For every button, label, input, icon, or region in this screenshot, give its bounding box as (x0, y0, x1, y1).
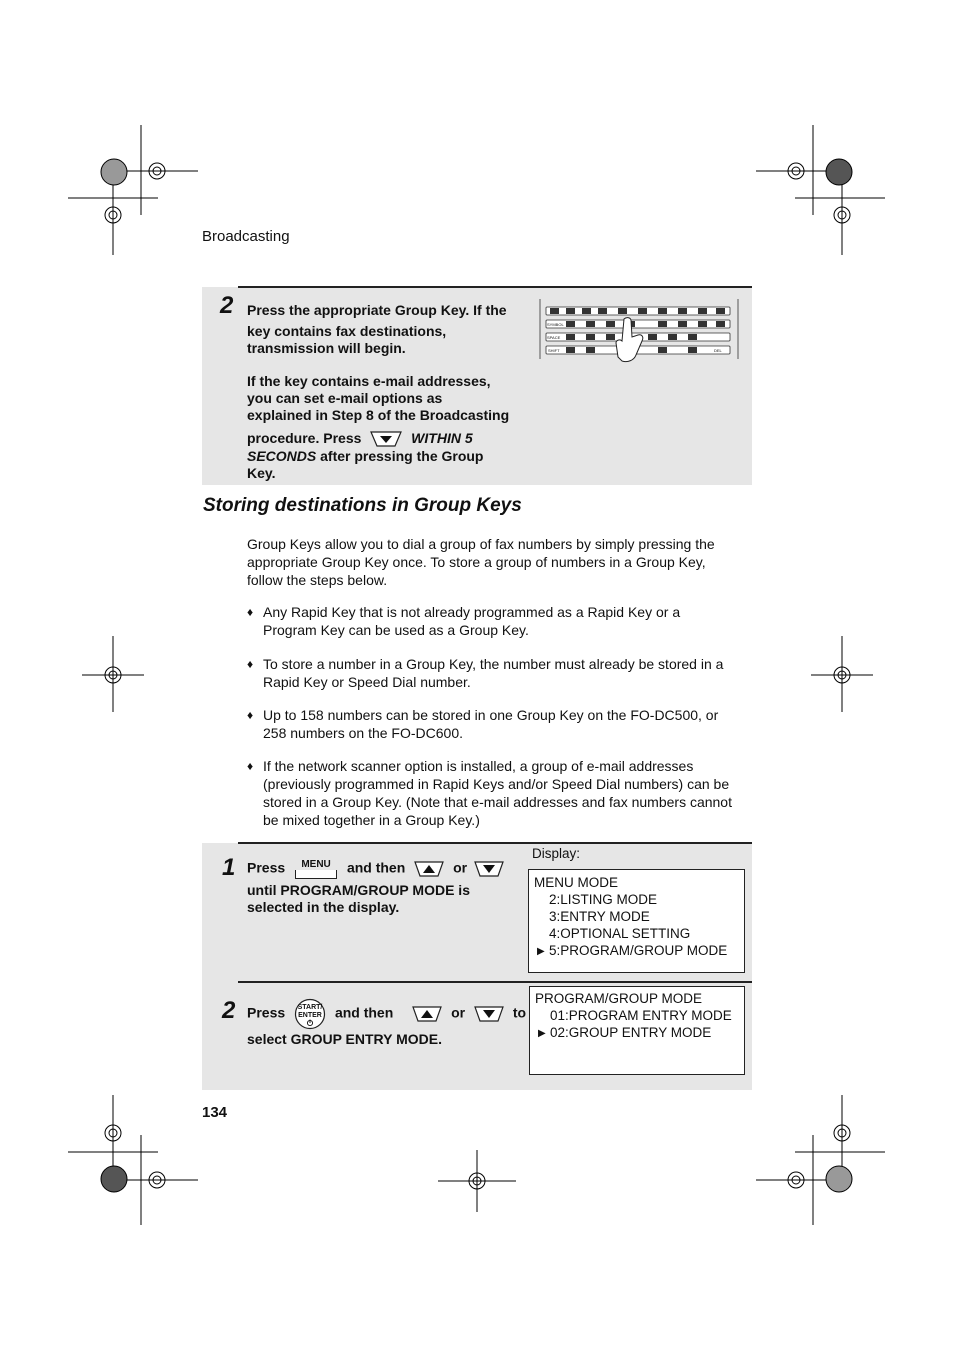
step1-lcd-display (528, 869, 745, 973)
lcd-line-group-entry-mode (535, 1024, 739, 1041)
step2-or-text: or (451, 1004, 466, 1021)
cursor-arrow-icon: ▶ (537, 946, 545, 957)
bullet2-line1: To store a number in a Group Key, the number must already be stored in a (263, 656, 724, 672)
up-arrow-key-icon (411, 1005, 443, 1023)
bullet4-line3: stored in a Group Key. (Note that e-mail addresses and fax numbers cannot (263, 794, 732, 810)
diamond-bullet-icon: ♦ (247, 605, 254, 619)
para1-line2: key contains fax destinations, (247, 323, 447, 339)
bullet3-line2: 258 numbers on the FO-DC600. (263, 725, 463, 741)
down-arrow-key-icon (369, 430, 403, 448)
bullet1-line2: Program Key can be used as a Group Key. (263, 622, 529, 638)
step2-line1 (247, 998, 526, 1030)
within-text: WITHIN 5 (411, 430, 473, 446)
step1-and-then-text: and then (346, 859, 406, 876)
top-step-para1 (247, 302, 537, 357)
intro-line2: appropriate Group Key once. To store a group of numbers in a Group Key, (247, 554, 706, 570)
bullet1-line1: Any Rapid Key that is not already programmed as a Rapid Key or a (263, 604, 681, 620)
step1-line3: selected in the display. (247, 899, 400, 915)
menu-key-label: MENU (301, 859, 331, 870)
bullet4-line4: be mixed together in a Group Key.) (263, 812, 480, 828)
up-arrow-key-icon (413, 860, 445, 878)
display-label: Display: (532, 846, 581, 861)
lcd-line-program-entry-mode: 01:PROGRAM ENTRY MODE (550, 1008, 732, 1023)
lcd-line-listing-mode: 2:LISTING MODE (549, 892, 658, 907)
page-number: 134 (202, 1104, 228, 1121)
diamond-bullet-icon: ♦ (247, 708, 254, 722)
top-step-number: 2 (220, 292, 234, 319)
step1-rule (238, 842, 752, 844)
top-step-rule (238, 286, 752, 288)
diamond-bullet-icon: ♦ (247, 657, 254, 671)
step2-press-text: Press (247, 1004, 286, 1021)
rapid-keys-keyboard-illustration (538, 297, 742, 365)
kbd-label-del: DEL (714, 348, 722, 353)
section-title: Storing destinations in Group Keys (203, 495, 522, 516)
bullet4-line1: If the network scanner option is installed, a group of e-mail addresses (263, 758, 694, 774)
menu-key-icon (295, 858, 337, 880)
step2-number: 2 (222, 997, 236, 1024)
step1-line2: until PROGRAM/GROUP MODE is (247, 882, 470, 898)
lcd-line-program-group-mode (534, 942, 739, 959)
lcd-line-entry-mode: 3:ENTRY MODE (549, 909, 650, 924)
para2-line4 (247, 430, 537, 448)
intro-paragraph (247, 535, 747, 589)
down-arrow-key-icon (473, 1005, 505, 1023)
start-key-label-1: START/ (297, 1004, 323, 1011)
lcd-line-program-group-text: 5:PROGRAM/GROUP MODE (549, 943, 728, 958)
bullet4-line2: (previously programmed in Rapid Keys and/or Speed Dial numbers) can be (263, 776, 730, 792)
top-step-para2 (247, 373, 537, 482)
kbd-label-shift: SHIFT (548, 348, 560, 353)
kbd-label-symbol: SYMBOL (547, 322, 564, 327)
lcd-line-group-entry-text: 02:GROUP ENTRY MODE (550, 1025, 712, 1040)
bullet2-line2: Rapid Key or Speed Dial number. (263, 674, 471, 690)
down-arrow-key-icon (473, 860, 505, 878)
para2-line5 (247, 448, 537, 465)
intro-line3: follow the steps below. (247, 572, 388, 588)
start-enter-key-icon (292, 998, 328, 1030)
step2-line2: select GROUP ENTRY MODE. (247, 1031, 443, 1047)
para1-line3: transmission will begin. (247, 340, 406, 356)
bullet-item-2 (247, 655, 748, 691)
lcd-line-optional-setting: 4:OPTIONAL SETTING (549, 926, 691, 941)
start-key-label-2: ENTER (298, 1012, 322, 1019)
step1-line1 (247, 858, 507, 880)
para2-line3: explained in Step 8 of the Broadcasting (247, 407, 510, 423)
kbd-label-space: SPACE (547, 335, 561, 340)
step2-and-then-text: and then (334, 1004, 394, 1021)
press-text: procedure. Press (247, 430, 362, 446)
bullet-item-4 (247, 757, 753, 829)
para2-line1: If the key contains e-mail addresses, (247, 373, 491, 389)
step1-press-text: Press (247, 859, 286, 876)
seconds-text: SECONDS (247, 448, 317, 465)
para1-line1: Press the appropriate Group Key. If the (247, 302, 507, 318)
step2-lcd-display (529, 986, 745, 1075)
bullet-item-3 (247, 706, 748, 742)
step2-rule (238, 981, 752, 983)
step1-number: 1 (222, 854, 236, 881)
intro-line1: Group Keys allow you to dial a group of fax numbers by simply pressing the (247, 536, 715, 552)
bullet-item-1 (247, 603, 748, 639)
para2-line2: you can set e-mail options as (247, 390, 443, 406)
lcd-line-program-group-mode: PROGRAM/GROUP MODE (535, 991, 703, 1006)
bullet3-line1: Up to 158 numbers can be stored in one Group Key on the FO-DC500, or (263, 707, 719, 723)
lcd-line-menu-mode: MENU MODE (534, 875, 618, 890)
diamond-bullet-icon: ♦ (247, 759, 254, 773)
running-header: Broadcasting (202, 228, 290, 245)
after-text: after pressing the Group (316, 448, 484, 465)
step1-or-text: or (453, 859, 468, 876)
cursor-arrow-icon: ▶ (538, 1028, 546, 1039)
para2-line6: Key. (247, 465, 276, 482)
step2-to-text: to (512, 1004, 527, 1021)
